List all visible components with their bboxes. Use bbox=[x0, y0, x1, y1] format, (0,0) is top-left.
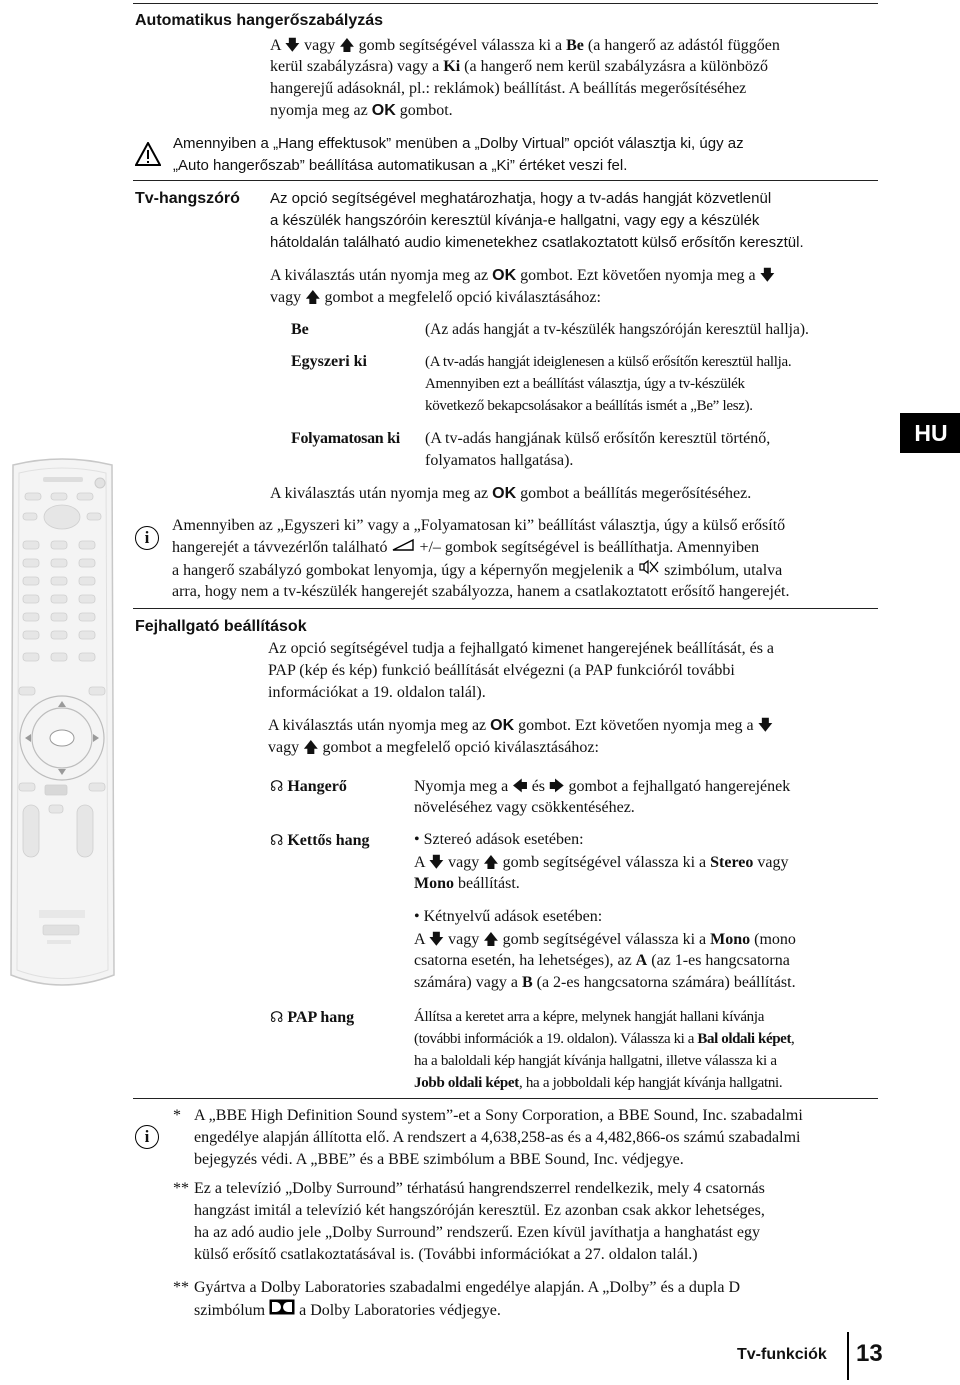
info-note-line: arra, hogy nem a tv-készülék hangerejét szabályozza, hanem a csatlakoztatott erősítő hangerejét. bbox=[172, 583, 790, 600]
bullet-line: csatorna esetén, ha lehetséges), az A (az 1-es hangcsatorna bbox=[414, 952, 790, 969]
option-label-egyszeri: Egyszeri ki bbox=[291, 353, 367, 370]
arrow-up-icon: 🡅 bbox=[339, 36, 355, 54]
arrow-left-icon: 🡄 bbox=[512, 777, 528, 795]
language-tab-hu: HU bbox=[900, 413, 960, 453]
option-label-be: Be bbox=[291, 321, 309, 338]
footnote-mark: * bbox=[173, 1107, 181, 1124]
option-desc-egyszeri: (A tv-adás hangját ideiglenesen a külső erősítőn keresztül hallja. bbox=[425, 354, 792, 370]
paragraph-line: Az opció segítségével meghatározhatja, hogy a tv-adás hangját közvetlenül bbox=[270, 190, 772, 207]
volume-icon bbox=[391, 538, 415, 552]
footnote-line: engedélye alapján állította elő. A rendszert a 4,638,258-as és a 4,482,866-os számú szabadalmi bbox=[194, 1129, 801, 1146]
option-desc-hangero: növeléséhez vagy csökkentéséhez. bbox=[414, 799, 635, 816]
page-number: 13 bbox=[856, 1340, 883, 1367]
info-icon: i bbox=[135, 526, 159, 550]
arrow-right-icon: 🡆 bbox=[549, 777, 565, 795]
option-desc-folyamatosan: (A tv-adás hangjának külső erősítőn keresztül történő, bbox=[425, 430, 771, 447]
footnote-mark: ** bbox=[173, 1279, 189, 1296]
speaker-mute-icon bbox=[638, 559, 660, 575]
option-label-hangero: ☊ Hangerő bbox=[270, 777, 347, 795]
option-desc-pap: ha a baloldali kép hangját kívánja hallgatni, illetve válassza ki a bbox=[414, 1053, 777, 1069]
option-desc-pap: Jobb oldali képet, ha a jobboldali kép hangját kívánja hallgatni. bbox=[414, 1075, 783, 1091]
section-rule bbox=[133, 1098, 878, 1099]
bullet-line: Mono beállítást. bbox=[414, 875, 520, 892]
bullet-line: A 🡇 vagy 🡅 gomb segítségével válassza ki a Mono (mono bbox=[414, 930, 796, 948]
paragraph-line: A 🡇 vagy 🡅 gomb segítségével válassza ki a Be (a hangerő az adástól függően bbox=[270, 36, 780, 54]
paragraph-line: nyomja meg az OK gombot. bbox=[270, 102, 453, 119]
bullet-line: számára) vagy a B (a 2-es hangcsatorna számára) beállítást. bbox=[414, 974, 796, 991]
option-desc-egyszeri: következő bekapcsolásakor a beállítás ismét a „Be” lesz). bbox=[425, 398, 753, 414]
paragraph-line: A kiválasztás után nyomja meg az OK gombot a beállítás megerősítéséhez. bbox=[270, 485, 752, 502]
paragraph-line: hátoldalán található audio kimenetekhez csatlakoztatott külső erősítőn keresztül. bbox=[270, 234, 804, 251]
bullet-line: • Kétnyelvű adások esetében: bbox=[414, 908, 603, 925]
footnote-line: szimbólum a Dolby Laboratories védjegye. bbox=[194, 1299, 501, 1322]
section-rule bbox=[133, 180, 878, 181]
arrow-down-icon: 🡇 bbox=[757, 716, 774, 734]
paragraph-line: hangerejű adásoknál, pl.: reklámok) beállítást. A beállítás megerősítéséhez bbox=[270, 80, 747, 97]
footer-section-label: Tv-funkciók bbox=[737, 1346, 827, 1363]
footnote-line: Ez a televízió „Dolby Surround” térhatású hangrendszerrel rendelkezik, mely 4 csatornás bbox=[194, 1180, 765, 1197]
option-label-kettos: ☊ Kettős hang bbox=[270, 831, 370, 849]
option-desc-pap: (további információk a 19. oldalon). Válassza ki a Bal oldali képet, bbox=[414, 1031, 795, 1047]
option-desc-hangero: Nyomja meg a 🡄 és 🡆 gombot a fejhallgató hangerejének bbox=[414, 777, 791, 795]
option-desc-egyszeri: Amennyiben ezt a beállítást választja, úgy a tv-készülék bbox=[425, 376, 745, 392]
bullet-line: A 🡇 vagy 🡅 gomb segítségével válassza ki a Stereo vagy bbox=[414, 853, 789, 871]
paragraph-line: információkat a 19. oldalon talál). bbox=[268, 684, 486, 701]
option-desc-folyamatosan: folyamatos hallgatása). bbox=[425, 452, 574, 469]
footnote-line: A „BBE High Definition Sound system”-et a Sony Corporation, a BBE Sound, Inc. szabadalmi bbox=[194, 1107, 803, 1124]
paragraph-line: Az opció segítségével tudja a fejhallgató kimenet hangerejének beállítását, és a bbox=[268, 640, 775, 657]
footnote-line: külső erősítő csatlakoztatásával is. (További információkat a 27. oldalon talál.) bbox=[194, 1246, 698, 1263]
arrow-down-icon: 🡇 bbox=[428, 853, 445, 871]
arrow-up-icon: 🡅 bbox=[483, 853, 499, 871]
section-heading-headphone: Fejhallgató beállítások bbox=[135, 618, 307, 635]
option-desc-pap: Állítsa a keretet arra a képre, melynek hangját hallani kívánja bbox=[414, 1009, 765, 1025]
info-note-line: Amennyiben az „Egyszeri ki” vagy a „Folyamatosan ki” beállítást választja, úgy a külső erősítő bbox=[172, 517, 786, 534]
headphone-icon: ☊ bbox=[270, 777, 284, 795]
footnote-line: Gyártva a Dolby Laboratories szabadalmi engedélye alapján. A „Dolby” és a dupla D bbox=[194, 1279, 741, 1296]
remote-control-illustration bbox=[5, 455, 120, 1000]
option-desc-be: (Az adás hangját a tv-készülék hangszóróján keresztül hallja). bbox=[425, 321, 809, 338]
paragraph-line: A kiválasztás után nyomja meg az OK gombot. Ezt követően nyomja meg a 🡇 bbox=[268, 716, 774, 734]
warning-icon bbox=[135, 142, 161, 166]
paragraph-line: PAP (kép és kép) funkció beállítását elvégezni (a PAP funkcióról további bbox=[268, 662, 735, 679]
footnote-line: hangzást imitál a televízió két hangszóróján keresztül. Ez azonban csak akkor lehetséges, bbox=[194, 1202, 765, 1219]
arrow-down-icon: 🡇 bbox=[428, 930, 445, 948]
arrow-up-icon: 🡅 bbox=[483, 930, 499, 948]
footnote-line: bejegyzés védi. A „BBE” és a BBE szimbólum a BBE Sound, Inc. védjegye. bbox=[194, 1151, 684, 1168]
option-label-folyamatosan: Folyamatosan ki bbox=[291, 430, 400, 447]
paragraph-line: vagy 🡅 gombot a megfelelő opció kiválasztásához: bbox=[270, 288, 601, 306]
paragraph-line: vagy 🡅 gombot a megfelelő opció kiválasztásához: bbox=[268, 738, 599, 756]
arrow-up-icon: 🡅 bbox=[303, 738, 319, 756]
info-note-line: hangerejét a távvezérlőn található +/– gombok segítségével is beállíthatja. Amennyiben bbox=[172, 539, 760, 556]
option-label-pap: ☊ PAP hang bbox=[270, 1008, 355, 1026]
section-rule bbox=[133, 608, 878, 609]
headphone-icon: ☊ bbox=[270, 831, 284, 849]
paragraph-line: a készülék hangszóróin keresztül kívánja-e hallgatni, vagy egy a készülék bbox=[270, 212, 760, 229]
bullet-line: • Sztereó adások esetében: bbox=[414, 831, 584, 848]
footer-divider bbox=[847, 1332, 849, 1380]
paragraph-line: A kiválasztás után nyomja meg az OK gombot. Ezt követően nyomja meg a 🡇 bbox=[270, 266, 776, 284]
footnote-line: ha az adó audio jele „Dolby Surround” rendszerű. Ezen kívül javíthatja a hanghatást egy bbox=[194, 1224, 761, 1241]
headphone-icon: ☊ bbox=[270, 1008, 284, 1026]
section-heading-auto-volume: Automatikus hangerőszabályzás bbox=[135, 12, 384, 29]
arrow-down-icon: 🡇 bbox=[759, 266, 776, 284]
footnote-mark: ** bbox=[173, 1180, 189, 1197]
dolby-logo-icon bbox=[269, 1299, 295, 1315]
warning-note-line: „Auto hangerőszab” beállítása automatikusan a „Ki” értéket veszi fel. bbox=[173, 157, 628, 174]
warning-note-line: Amennyiben a „Hang effektusok” menüben a „Dolby Virtual” opciót választja ki, úgy az bbox=[173, 135, 744, 152]
top-rule bbox=[133, 3, 878, 4]
section-heading-tv-speaker: Tv-hangszóró bbox=[135, 190, 240, 207]
info-note-line: a hangerő szabályzó gombokat lenyomja, úgy a képernyőn megjelenik a szimbólum, utalva bbox=[172, 559, 782, 582]
arrow-up-icon: 🡅 bbox=[305, 288, 321, 306]
arrow-down-icon: 🡇 bbox=[284, 36, 301, 54]
info-icon: i bbox=[135, 1125, 159, 1149]
paragraph-line: kerül szabályzásra) vagy a Ki (a hangerő nem kerül szabályzásra a különböző bbox=[270, 58, 769, 75]
